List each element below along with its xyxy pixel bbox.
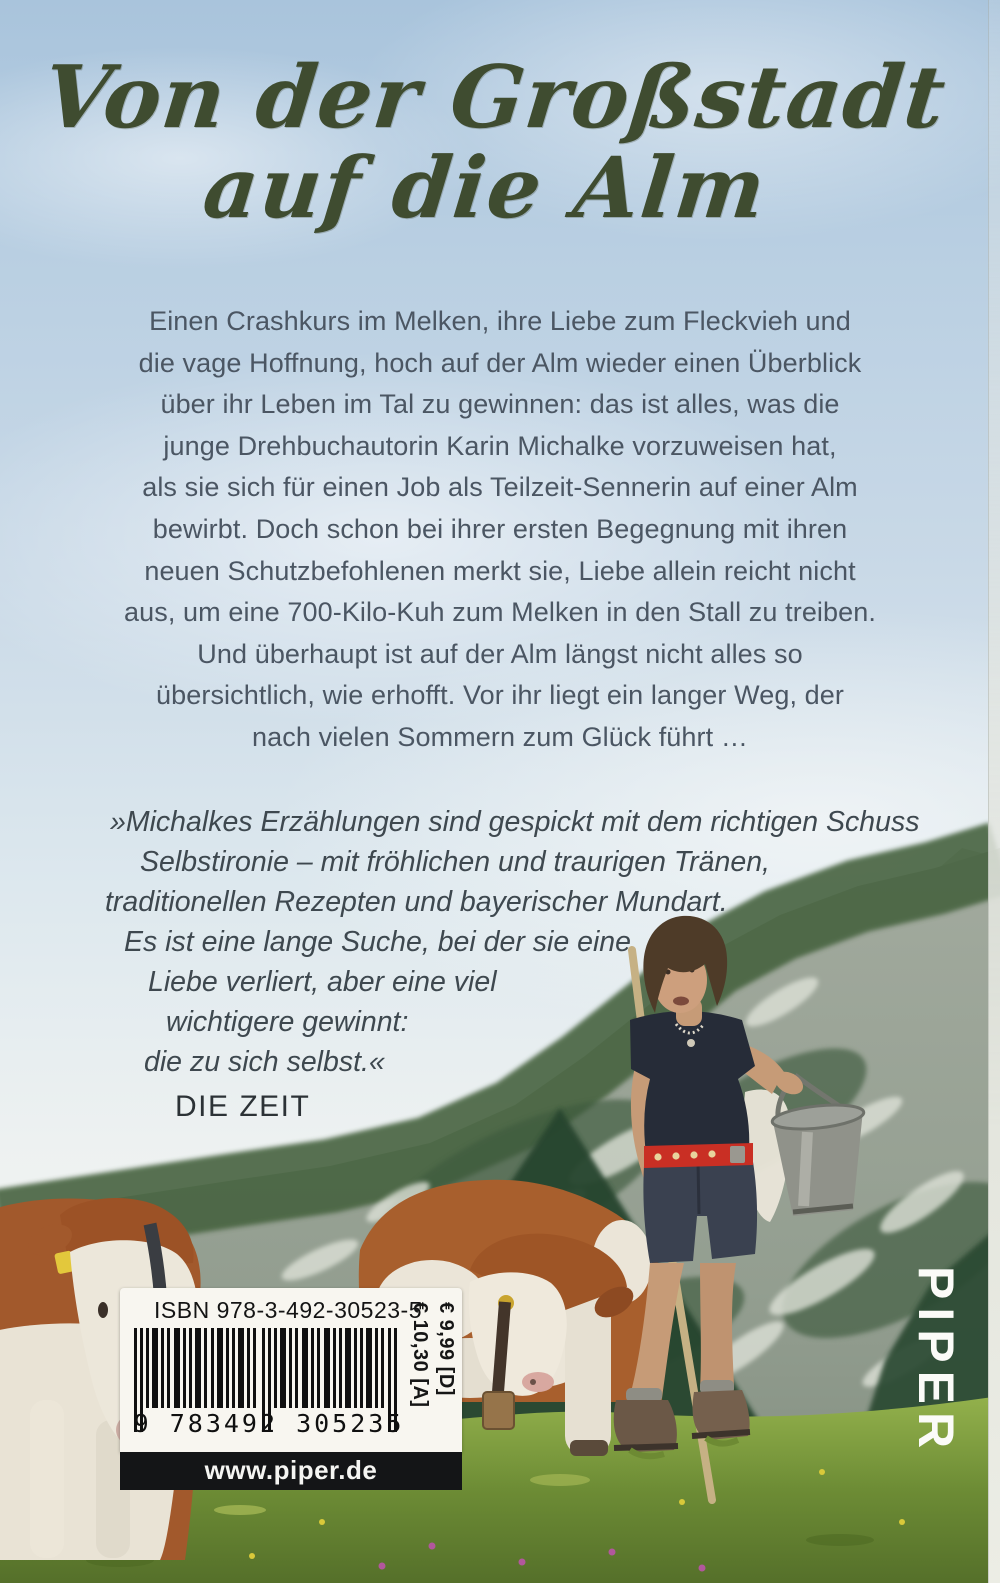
- text-line: Selbstironie – mit fröhlichen und traurigen Tränen,: [140, 846, 770, 878]
- barcode-label: [120, 1288, 462, 1452]
- text-line: nach vielen Sommern zum Glück führt …: [252, 721, 748, 752]
- text-line: bewirbt. Doch schon bei ihrer ersten Begegnung mit ihren: [152, 513, 848, 544]
- belt: [644, 1143, 753, 1168]
- text-line: die zu sich selbst.«: [144, 1046, 385, 1078]
- isbn-text: ISBN 978-3-492-30523-5: [154, 1297, 422, 1323]
- text-line: aus, um eine 700-Kilo-Kuh zum Melken in den Stall zu treiben.: [123, 597, 876, 628]
- cover-title: [0, 47, 989, 238]
- scan-edge: [988, 0, 1000, 1583]
- text-line: Von der Großstadt: [38, 47, 951, 148]
- text-line: Und überhaupt ist auf der Alm längst nicht alles so: [197, 638, 803, 669]
- text-line: Liebe verliert, aber eine viel: [148, 966, 497, 998]
- text-line: traditionellen Rezepten und bayerischer Mundart.: [105, 886, 728, 918]
- text-line: wichtigere gewinnt:: [166, 1006, 409, 1038]
- price-austria: € 10,30 [A]: [409, 1302, 431, 1408]
- text-line: die vage Hoffnung, hoch auf der Alm wieder einen Überblick: [138, 347, 862, 378]
- text-line: übersichtlich, wie erhofft. Vor ihr liegt ein langer Weg, der: [156, 680, 844, 711]
- blurb: [50, 301, 950, 759]
- price-germany: € 9,99 [D]: [435, 1302, 457, 1396]
- text-line: auf die Alm: [198, 138, 772, 238]
- publisher-website: www.piper.de: [120, 1452, 462, 1490]
- press-quote: [105, 802, 935, 1082]
- quote-attribution: DIE ZEIT: [175, 1090, 311, 1123]
- barcode-digits: 9 783492 305235: [133, 1409, 405, 1438]
- text-line: Einen Crashkurs im Melken, ihre Liebe zum Fleckvieh und: [149, 306, 851, 336]
- piper-logo: PIPER: [908, 1266, 964, 1457]
- text-line: Es ist eine lange Suche, bei der sie eine: [124, 926, 631, 958]
- text-line: über ihr Leben im Tal zu gewinnen: das ist alles, was die: [160, 389, 840, 420]
- text-line: junge Drehbuchautorin Karin Michalke vorzuweisen hat,: [163, 430, 837, 461]
- text-line: »Michalkes Erzählungen sind gespickt mit dem richtigen Schuss: [110, 806, 920, 838]
- text-line: als sie sich für einen Job als Teilzeit-Sennerin auf einer Alm: [142, 472, 858, 503]
- text-line: neuen Schutzbefohlenen merkt sie, Liebe allein reicht nicht: [144, 555, 856, 586]
- woman-left-leg: [700, 1263, 736, 1390]
